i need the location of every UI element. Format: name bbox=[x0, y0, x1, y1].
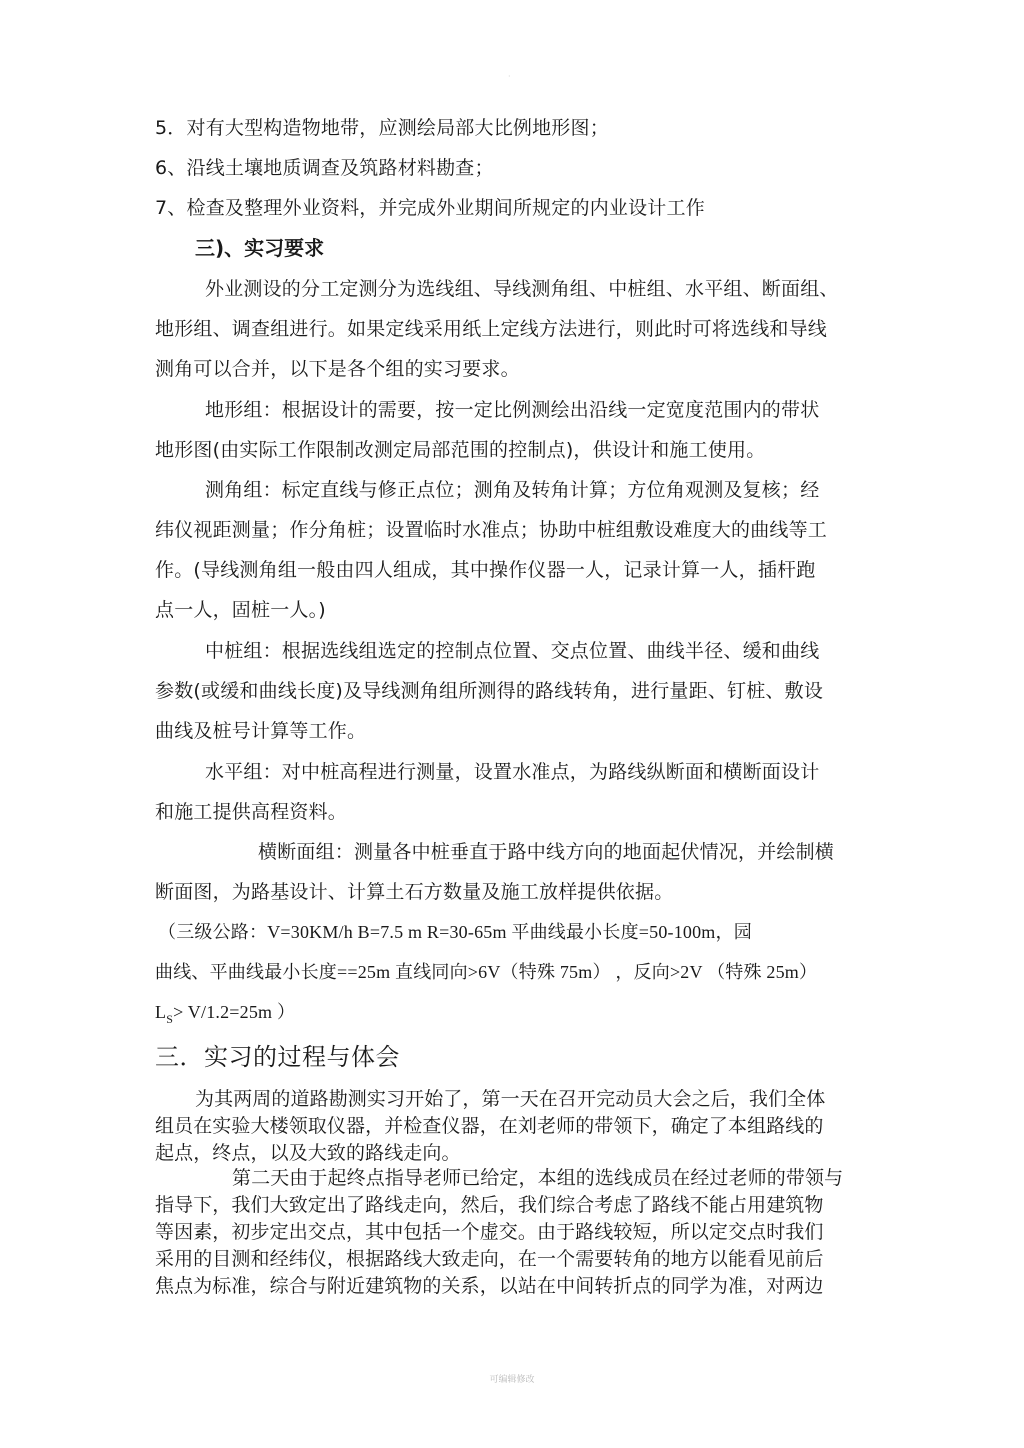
process-line-1: 为其两周的道路勘测实习开始了，第一天在召开完动员大会之后，我们全体 bbox=[195, 1088, 826, 1110]
level-line-2: 和施工提供高程资料。 bbox=[155, 801, 348, 823]
footer-watermark: 可编辑修改 bbox=[489, 1375, 535, 1385]
terrain-line-1: 地形组：根据设计的需要，按一定比例测绘出沿线一定宽度范围内的带状 bbox=[205, 399, 820, 421]
angle-line-3: 作。(导线测角组一般由四人组成，其中操作仪器一人，记录计算一人，插杆跑 bbox=[155, 559, 816, 581]
terrain-line-2: 地形图(由实际工作限制改测定局部范围的控制点)，供设计和施工使用。 bbox=[155, 439, 766, 461]
center-line-2: 参数(或缓和曲线长度)及导线测角组所测得的路线转角，进行量距、钉桩、敷设 bbox=[155, 680, 824, 702]
intro-line-1: 外业测设的分工定测分为选线组、导线测角组、中桩组、水平组、断面组、 bbox=[205, 278, 839, 300]
spec-ls-l: L bbox=[155, 1002, 167, 1022]
angle-line-4: 点一人，固桩一人。) bbox=[155, 599, 326, 621]
center-line-1: 中桩组：根据选线组选定的控制点位置、交点位置、曲线半径、缓和曲线 bbox=[205, 640, 820, 662]
section-title: 三．实习的过程与体会 bbox=[155, 1043, 400, 1071]
subheading-requirements: 三)、实习要求 bbox=[195, 236, 325, 260]
process-line-2: 组员在实验大楼领取仪器，并检查仪器，在刘老师的带领下，确定了本组路线的 bbox=[155, 1115, 824, 1137]
process-line-8: 焦点为标准，综合与附近建筑物的关系，以站在中间转折点的同学为准，对两边 bbox=[155, 1275, 824, 1297]
process-line-7: 采用的目测和经纬仪，根据路线大致走向，在一个需要转角的地方以能看见前后 bbox=[155, 1248, 824, 1270]
angle-line-1: 测角组：标定直线与修正点位；测角及转角计算；方位角观测及复核；经 bbox=[205, 479, 820, 501]
spec-ls-s: S bbox=[166, 1012, 174, 1026]
cross-line-1: 横断面组：测量各中桩垂直于路中线方向的地面起伏情况，并绘制横 bbox=[258, 841, 835, 863]
process-line-5: 指导下，我们大致定出了路线走向，然后，我们综合考虑了路线不能占用建筑物 bbox=[155, 1194, 824, 1216]
angle-line-2: 纬仪视距测量；作分角桩；设置临时水准点；协助中桩组敷设难度大的曲线等工 bbox=[155, 519, 828, 541]
spec-line-3 bbox=[155, 1000, 295, 1031]
spec-ls-rest: > V/1.2=25m ） bbox=[173, 1002, 296, 1022]
center-line-3: 曲线及桩号计算等工作。 bbox=[155, 720, 367, 742]
list-item-5: 5．对有大型构造物地带，应测绘局部大比例地形图； bbox=[155, 117, 609, 139]
level-line-1: 水平组：对中桩高程进行测量，设置水准点，为路线纵断面和横断面设计 bbox=[205, 761, 820, 783]
page-top-mark: · bbox=[508, 72, 511, 81]
process-line-3: 起点，终点，以及大致的路线走向。 bbox=[155, 1142, 461, 1164]
list-item-6: 6、沿线土壤地质调查及筑路材料勘查； bbox=[155, 157, 494, 179]
spec-line-2: 曲线、平曲线最小长度==25m 直线同向>6V（特殊 75m） ，反向>2V （特殊 25m） bbox=[155, 962, 818, 982]
spec-line-1: （三级公路：V=30KM/h B=7.5 m R=30-65m 平曲线最小长度=50-100m，园 bbox=[158, 922, 752, 942]
intro-line-2: 地形组、调查组进行。如果定线采用纸上定线方法进行，则此时可将选线和导线 bbox=[155, 318, 828, 340]
intro-line-3: 测角可以合并，以下是各个组的实习要求。 bbox=[155, 358, 520, 380]
process-line-4: 第二天由于起终点指导老师已给定，本组的选线成员在经过老师的带领与 bbox=[232, 1167, 844, 1189]
cross-line-2: 断面图，为路基设计、计算土石方数量及施工放样提供依据。 bbox=[155, 881, 674, 903]
list-item-7: 7、检查及整理外业资料，并完成外业期间所规定的内业设计工作 bbox=[155, 197, 705, 219]
process-line-6: 等因素，初步定出交点，其中包括一个虚交。由于路线较短，所以定交点时我们 bbox=[155, 1221, 824, 1243]
